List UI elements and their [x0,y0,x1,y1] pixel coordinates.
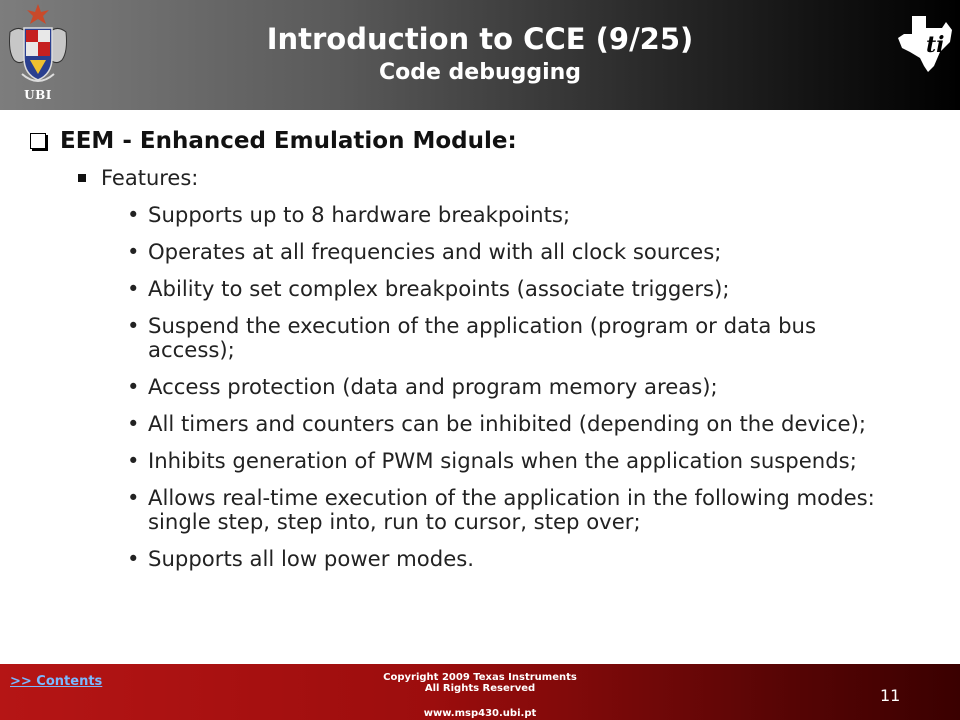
slide-subtitle: Code debugging [378,60,582,85]
footer-url: www.msp430.ubi.pt [423,708,537,719]
svg-text:ti: ti [926,32,945,58]
dot-bullet-icon: • [127,202,140,227]
feature-list [0,203,960,584]
list-item [0,203,908,227]
dot-bullet-icon: • [127,485,140,510]
texas-instruments-logo-icon [896,12,956,76]
list-item-text: Suspend the execution of the application (program or data bus access); [148,313,816,362]
dot-bullet-icon: • [127,448,140,473]
dot-bullet-icon: • [127,276,140,301]
copyright-notice [330,672,630,694]
dot-bullet-icon: • [127,546,140,571]
heading-text: EEM - Enhanced Emulation Module: [60,128,517,154]
list-item-text: Ability to set complex breakpoints (associate triggers); [148,276,730,301]
slide-header [0,0,960,110]
square-bullet-icon [78,174,86,182]
slide-footer [0,664,960,720]
rights-line: All Rights Reserved [424,683,536,694]
ubi-logo-text: UBI [24,88,52,102]
list-item-text: Inhibits generation of PWM signals when the application suspends; [148,448,857,473]
dot-bullet-icon: • [127,239,140,264]
copyright-line: Copyright 2009 Texas Instruments [383,672,577,683]
checkbox-bullet-icon [30,133,46,149]
slide-title: Introduction to CCE (9/25) [266,22,694,56]
list-item-text: Supports all low power modes. [148,546,475,571]
list-item [0,486,908,534]
heading-item [30,128,517,154]
subheading-item [78,166,198,190]
dot-bullet-icon: • [127,374,140,399]
contents-link[interactable]: >> Contents [10,674,103,689]
list-item [0,547,908,571]
dot-bullet-icon: • [127,411,140,436]
list-item [0,412,908,436]
dot-bullet-icon: • [127,313,140,338]
subheading-text: Features: [101,166,199,190]
page-number: 11 [880,686,901,705]
list-item-text: Supports up to 8 hardware breakpoints; [148,202,571,227]
list-item [0,277,908,301]
list-item-text: Operates at all frequencies and with all clock sources; [148,239,722,264]
list-item [0,375,908,399]
list-item-text: Access protection (data and program memory areas); [148,374,718,399]
list-item-text: All timers and counters can be inhibited (depending on the device); [148,411,866,436]
list-item [0,314,908,362]
list-item [0,240,908,264]
list-item-text: Allows real-time execution of the application in the following modes: single step, step into, run to cursor, step over; [148,485,875,534]
list-item [0,449,908,473]
